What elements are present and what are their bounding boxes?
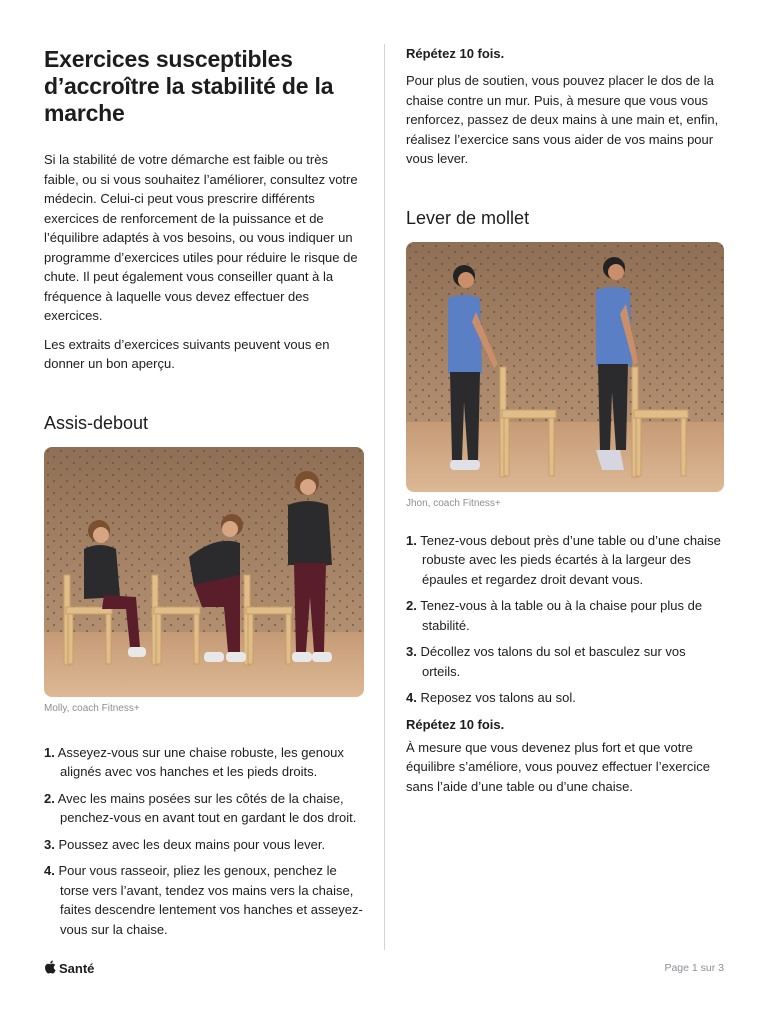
list-item: 1. Tenez-vous debout près d’une table ou d’une chaise robuste avec les pieds écartés à la largeur des épaules et regardez droit devant vous. [406, 532, 721, 587]
list-item: 3. Décollez vos talons du sol et basculez sur vos orteils. [406, 644, 686, 679]
column-divider [384, 44, 385, 950]
photo-caption-molly: Molly, coach Fitness+ [44, 702, 140, 714]
intro-paragraph: Si la stabilité de votre démarche est faible ou très faible, ou si vous souhaitez l’améliorer, consultez votre médecin. Celui-ci peut vous prescrire différents exercices de renforcement de la puissance et de l’équilibre adaptés à vos besoins, ou vous indiquer un programme d’exercices utiles pour réduire le risque de chute. Il peut également vous conseiller quant à la fréquence à laquelle vous devez effectuer des exercices. [44, 152, 358, 323]
closing-paragraph: À mesure que vous devenez plus fort et que votre équilibre s’améliore, vous pouvez effectuer l’exercice sans l’aide d’une table ou d’une chaise. [406, 739, 710, 794]
photo-caption-jhon: Jhon, coach Fitness+ [406, 497, 501, 509]
list-item: 1. Asseyez-vous sur une chaise robuste, les genoux alignés avec vos hanches et les pieds droits. [44, 744, 344, 779]
intro-paragraph-2: Les extraits d’exercices suivants peuvent vous en donner un bon aperçu. [44, 336, 330, 371]
list-item: 3. Poussez avec les deux mains pour vous lever. [44, 836, 326, 852]
support-paragraph: Pour plus de soutien, vous pouvez placer le dos de la chaise contre un mur. Puis, à mesure que vous vous renforcez, passez de deux mains à une main et, enfin, réalisez l’exercice sans vous aider de vos mains pour vous lever. [406, 73, 719, 166]
repeat-note: Répétez 10 fois. [406, 46, 505, 61]
list-item: 2. Tenez-vous à la table ou à la chaise pour plus de stabilité. [406, 598, 703, 633]
sit-to-stand-photo [44, 447, 364, 697]
footer-brand-label: Santé [59, 961, 95, 976]
section-heading-sit-to-stand: Assis-debout [44, 412, 149, 433]
page-number: Page 1 sur 3 [664, 962, 724, 974]
list-item: 4. Pour vous rasseoir, pliez les genoux, penchez le torse vers l’avant, tendez vos mains vers la chaise, faites descendre lentement vos hanches et asseyez-vous sur la chaise. [44, 863, 363, 937]
list-item: 2. Avec les mains posées sur les côtés de la chaise, penchez-vous en avant tout en gardant le dos droit. [44, 790, 357, 825]
footer-brand [44, 960, 94, 977]
repeat-note-2: Répétez 10 fois. [406, 716, 505, 732]
section-heading-calf-raise: Lever de mollet [406, 207, 530, 228]
page-title: Exercices susceptibles d’accroître la stabilité de la marche [44, 46, 334, 126]
calf-raise-steps [406, 531, 726, 708]
apple-logo-icon [44, 960, 56, 977]
list-item: 4. Reposez vos talons au sol. [406, 690, 576, 705]
calf-raise-photo [406, 242, 724, 492]
left-column [44, 44, 364, 946]
sit-to-stand-steps [44, 743, 364, 940]
right-column [406, 44, 726, 796]
